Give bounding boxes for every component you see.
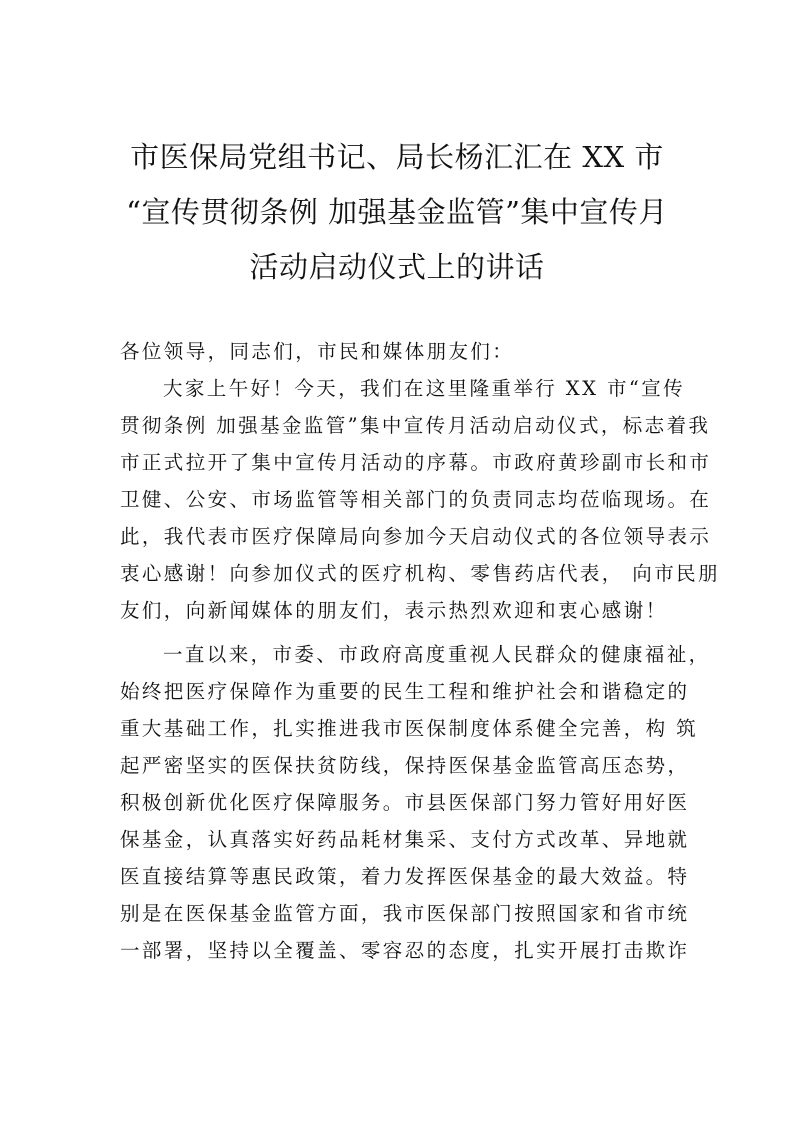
paragraph-1-line: 市正式拉开了集中宣传月活动的序幕。市政府黄珍副市长和市 — [120, 451, 712, 474]
paragraph-2-line: 医直接结算等惠民政策，着力发挥医保基金的最大效益。特 — [120, 865, 690, 888]
title-line-1: 市医保局党组书记、局长杨汇汇在 XX 市 — [130, 140, 664, 174]
paragraph-2-line: 一部署，坚持以全覆盖、零容忍的态度，扎实开展打击欺诈 — [120, 939, 690, 962]
paragraph-2-line: 保基金，认真落实好药品耗材集采、支付方式改革、异地就 — [120, 828, 690, 851]
paragraph-2-line: 重大基础工作，扎实推进我市医保制度体系健全完善，构 筑 — [120, 717, 698, 740]
paragraph-2-line: 起严密坚实的医保扶贫防线，保持医保基金监管高压态势， — [120, 754, 690, 777]
title-line-2: “宣传贯彻条例 加强基金监管”集中宣传月 — [126, 195, 668, 229]
paragraph-2-line: 别是在医保基金监管方面，我市医保部门按照国家和省市统 — [120, 902, 690, 925]
paragraph-1-line: 衷心感谢！向参加仪式的医疗机构、零售药店代表， 向市民朋 — [120, 562, 720, 585]
paragraph-1-line: 贯彻条例 加强基金监管”集中宣传月活动启动仪式，标志着我 — [120, 414, 711, 437]
paragraph-1-line: 友们，向新闻媒体的朋友们，表示热烈欢迎和衷心感谢！ — [120, 599, 668, 622]
salutation: 各位领导，同志们，市民和媒体朋友们： — [120, 340, 515, 363]
paragraph-2-line: 始终把医疗保障作为重要的民生工程和维护社会和谐稳定的 — [120, 680, 690, 703]
title-line-3: 活动启动仪式上的讲话 — [249, 250, 545, 284]
paragraph-1-line: 大家上午好！今天，我们在这里隆重举行 XX 市“宣传 — [163, 377, 686, 400]
paragraph-2-line: 一直以来，市委、市政府高度重视人民群众的健康福祉， — [163, 643, 711, 666]
paragraph-1-line: 此，我代表市医疗保障局向参加今天启动仪式的各位领导表示 — [120, 525, 712, 548]
paragraph-1-line: 卫健、公安、市场监管等相关部门的负责同志均莅临现场。在 — [120, 488, 712, 511]
paragraph-2-line: 积极创新优化医疗保障服务。市县医保部门努力管好用好医 — [120, 791, 690, 814]
